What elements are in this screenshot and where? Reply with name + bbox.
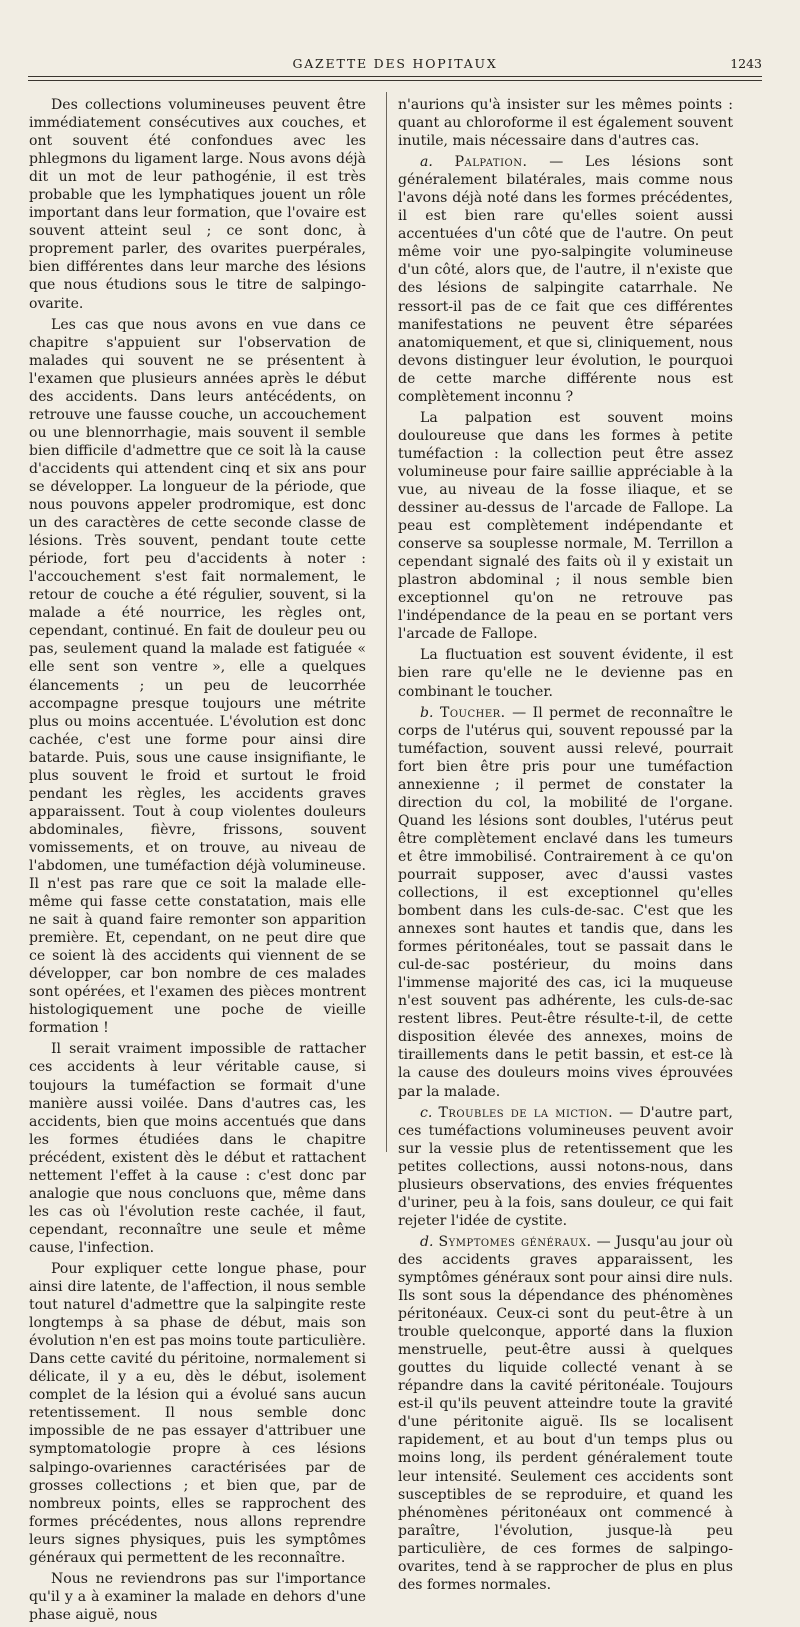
section-letter: b. [420, 704, 434, 721]
paragraph: Les cas que nous avons en vue dans ce chapitre s'appuient sur l'observation de malades qui souvent ne se présentent à l'examen que plusieurs années après le début des accidents. Dans leurs antécédents, on retrouve une fausse couche, un accouchement ou une blennorrhagie, mais souvent il semble bien difficile d'admettre que ce soit là la cause d'accidents qui attendent cinq et six ans pour se développer. La longueur de la période, que nous pouvons appeler prodromique, est donc un des caractères de cette seconde classe de lésions. Très souvent, pendant toute cette période, fort peu d'accidents à noter : l'accouchement s'est fait normalement, le retour de couche a été régulier, souvent, si la malade a été nourrice, les règles ont, cependant, continué. En fait de douleur peu ou pas, seulement quand la malade est fatiguée « elle sent son ventre », elle a quelques élancements ; un peu de leucorrhée accompagne presque toujours une métrite plus ou moins accentuée. L'évolution est donc cachée, c'est une forme pour ainsi dire batarde. Puis, sous une cause insignifiante, le plus souvent le froid et surtout le froid pendant les règles, les accidents graves apparaissent. Tout à coup violentes douleurs abdominales, fièvre, frissons, souvent vomissements, et on trouve, au niveau de l'abdomen, une tuméfaction déjà volumineuse. Il n'est pas rare que ce soit la malade elle-même qui fasse cette constatation, mais elle ne sait à quand faire remonter son apparition première. Et, cependant, on ne peut dire que ce soient là des accidents qui viennent de se développer, car bon nombre de ces malades sont opérées, et l'examen des pièces montrent histologiquement une poche de vieille formation ! [29, 316, 366, 1037]
paragraph: La fluctuation est souvent évidente, il est bien rare qu'elle ne le devienne pas en combinant le toucher. [398, 647, 733, 700]
page-number: 1243 [730, 56, 762, 71]
paragraph: Pour expliquer cette longue phase, pour ainsi dire latente, de l'affection, il nous semble tout naturel d'admettre que la salpingite reste longtemps à sa phase de début, mais son évolution n'en est pas moins toute particulière. Dans cette cavité du péritoine, normalement si délicate, il y a eu, dès le début, isolement complet de la lésion qui a évolué sans aucun retentissement. Il nous semble donc impossible de ne pas essayer d'attribuer une symptomatologie propre à ces lésions salpingo-ovariennes caractérisées par de grosses collections ; et bien que, par de nombreux points, elles se rapprochent des formes précédentes, nous allons reprendre leurs signes physiques, puis les symptômes généraux qui permettent de les reconnaître. [29, 1261, 366, 1566]
section-symptomes-generaux: d. Symptomes généraux. — Jusqu'au jour où des accidents graves apparaissent, les symptômes généraux sont pour ainsi dire nuls. Ils sont sous la dépendance des phénomènes péritonéaux. Ceux-ci sont du peut-être à un trouble quelconque, apporté dans la fluxion menstruelle, peut-être aussi à quelques gouttes du liquide collecté venant à se répandre dans la cavité péritonéale. Toujours est-il qu'ils peuvent atteindre toute la gravité d'une péritonite aiguë. Ils se localisent rapidement, et au bout d'un temps plus ou moins long, ils perdent généralement toute leur intensité. Seulement ces accidents sont susceptibles de se reproduire, et quand les phénomènes péritonéaux ont commencé à paraître, l'évolution, jusque-là peu particulière, de ces formes de salpingo-ovarites, tend à se rapprocher de plus en plus des formes normales. [398, 1233, 733, 1593]
right-column [398, 96, 733, 1597]
section-heading: Toucher. [439, 704, 506, 721]
section-toucher: b. Toucher. — Il permet de reconnaître le corps de l'utérus qui, souvent repoussé par la tuméfaction, souvent aussi relevé, pourrait fort bien être pris pour une tuméfaction annexienne ; il permet de constater la direction du col, la mobilité de l'organe. Quand les lésions sont doubles, l'utérus peut être complètement enclavé dans les tumeurs et être immobilisé. Contrairement à ce qu'on pourrait supposer, avec d'aussi vastes collections, il est exceptionnel qu'elles bombent dans les culs-de-sac. C'est que les annexes sont hautes et tandis que, dans les formes péritonéales, tout se passait dans le cul-de-sac postérieur, du moins dans l'immense majorité des cas, ici la muqueuse n'est souvent pas adhérente, les culs-de-sac restent libres. Peut-être résulte-t-il, de cette disposition élevée des annexes, moins de tiraillements dans le petit bassin, et est-ce là la cause des douleurs moins vives éprouvées par la malade. [398, 704, 733, 1100]
section-heading: Symptomes généraux. [438, 1233, 592, 1250]
paragraph: La palpation est souvent moins douloureuse que dans les formes à petite tuméfaction : la collection peut être assez volumineuse pour faire saillie appréciable à la vue, au niveau de la fosse iliaque, et se dessiner au-dessus de l'arcade de Fallope. La peau est complètement indépendante et conserve sa souplesse normale, M. Terrillon a cependant signalé des faits où il y existait un plastron abdominal ; il nous semble bien exceptionnel qu'on ne retrouve pas l'indépendance de la peau en se portant vers l'arcade de Fallope. [398, 409, 733, 643]
paragraph: Il serait vraiment impossible de rattacher ces accidents à leur véritable cause, si toujours la tuméfaction se formait d'une manière aussi voilée. Dans d'autres cas, les accidents, bien que moins accentués que dans les formes étudiées dans le chapitre précédent, existent dès le début et rattachent nettement l'effet à la cause : c'est donc par analogie que nous concluons que, même dans les cas où l'évolution reste cachée, il faut, cependant, reconnaître une seule et même cause, l'infection. [29, 1041, 366, 1256]
section-text: Il permet de reconnaître le corps de l'utérus qui, souvent repoussé par la tuméfaction, souvent aussi relevé, pourrait fort bien être pris pour une tuméfaction annexienne ; il permet de constater la direction du col, la mobilité de l'organe. Quand les lésions sont doubles, l'utérus peut être complètement enclavé dans les tumeurs et être immobilisé. Contrairement à ce qu'on pourrait supposer, avec d'aussi vastes collections, il est exceptionnel qu'elles bombent dans les culs-de-sac. C'est que les annexes sont hautes et tandis que, dans les formes péritonéales, tout se passait dans le cul-de-sac postérieur, du moins dans l'immense majorité des cas, ici la muqueuse n'est souvent pas adhérente, les culs-de-sac restent libres. Peut-être résulte-t-il, de cette disposition élevée des annexes, moins de tiraillements dans le petit bassin, et est-ce là la cause des douleurs moins vives éprouvées par la malade. [398, 704, 733, 1100]
header-rule-thick [28, 76, 762, 77]
running-header [28, 56, 762, 78]
section-letter: c. [420, 1104, 433, 1121]
section-text: Jusqu'au jour où des accidents graves apparaissent, les symptômes généraux sont pour ainsi dire nuls. Ils sont sous la dépendance des phénomènes péritonéaux. Ceux-ci sont du peut-être à un trouble quelconque, apporté dans la fluxion menstruelle, peut-être aussi à quelques gouttes du liquide collecté venant à se répandre dans la cavité péritonéale. Toujours est-il qu'ils peuvent atteindre toute la gravité d'une péritonite aiguë. Ils se localisent rapidement, et au bout d'un temps plus ou moins long, ils perdent généralement toute leur intensité. Seulement ces accidents sont susceptibles de se reproduire, et quand les phénomènes péritonéaux ont commencé à paraître, l'évolution, jusque-là peu particulière, de ces formes de salpingo-ovarites, tend à se rapprocher de plus en plus des formes normales. [398, 1233, 733, 1593]
left-column [29, 96, 366, 1627]
header-rule-thin [28, 80, 762, 81]
column-divider [386, 92, 387, 1152]
section-palpation: a. Palpation. — Les lésions sont généralement bilatérales, mais comme nous l'avons déjà noté dans les formes précédentes, il est bien rare qu'elles soient aussi accentuées d'un côté que de l'autre. On peut même voir une pyo-salpingite volumineuse d'un côté, alors que, de l'autre, il n'existe que des lésions de salpingite catarrhale. Ne ressort-il pas de ce fait que ces différentes manifestations ne peuvent être séparées anatomiquement, et que si, cliniquement, nous devons distinguer leur évolution, le pourquoi de cette marche différente nous est complètement inconnu ? [398, 154, 733, 405]
section-letter: d. [420, 1233, 434, 1250]
paragraph: Nous ne reviendrons pas sur l'importance qu'il y a à examiner la malade en dehors d'une phase aiguë, nous [29, 1570, 366, 1623]
paragraph: n'aurions qu'à insister sur les mêmes points : quant au chloroforme il est également souvent inutile, mais nécessaire dans d'autres cas. [398, 97, 733, 150]
section-heading: Palpation. [454, 154, 528, 171]
paragraph: Des collections volumineuses peuvent être immédiatement consécutives aux couches, et ont souvent été confondues avec les phlegmons du ligament large. Nous avons déjà dit un mot de leur pathogénie, il est très probable que les lymphatiques jouent un rôle important dans leur formation, que l'ovaire est souvent atteint seul ; ce sont donc, à proprement parler, des ovarites puerpérales, bien différentes dans leur marche des lésions que nous étudions sous le titre de salpingo-ovarite. [29, 97, 366, 312]
section-letter: a. [420, 154, 433, 171]
section-text: Les lésions sont généralement bilatérales, mais comme nous l'avons déjà noté dans les formes précédentes, il est bien rare qu'elles soient aussi accentuées d'un côté que de l'autre. On peut même voir une pyo-salpingite volumineuse d'un côté, alors que, de l'autre, il n'existe que des lésions de salpingite catarrhale. Ne ressort-il pas de ce fait que ces différentes manifestations ne peuvent être séparées anatomiquement, et que si, cliniquement, nous devons distinguer leur évolution, le pourquoi de cette marche différente nous est complètement inconnu ? [398, 154, 733, 405]
section-text: D'autre part, ces tuméfactions volumineuses peuvent avoir sur la vessie plus de retentissement que les petites collections, aussi notons-nous, dans plusieurs observations, des envies fréquentes d'uriner, peu à la fois, sans douleur, ce qui fait rejeter l'idée de cystite. [398, 1104, 733, 1229]
section-heading: Troubles de la miction. [438, 1104, 614, 1121]
section-troubles-miction: c. Troubles de la miction. — D'autre part, ces tuméfactions volumineuses peuvent avoir sur la vessie plus de retentissement que les petites collections, aussi notons-nous, dans plusieurs observations, des envies fréquentes d'uriner, peu à la fois, sans douleur, ce qui fait rejeter l'idée de cystite. [398, 1104, 733, 1229]
journal-title: GAZETTE DES HOPITAUX [292, 56, 498, 71]
